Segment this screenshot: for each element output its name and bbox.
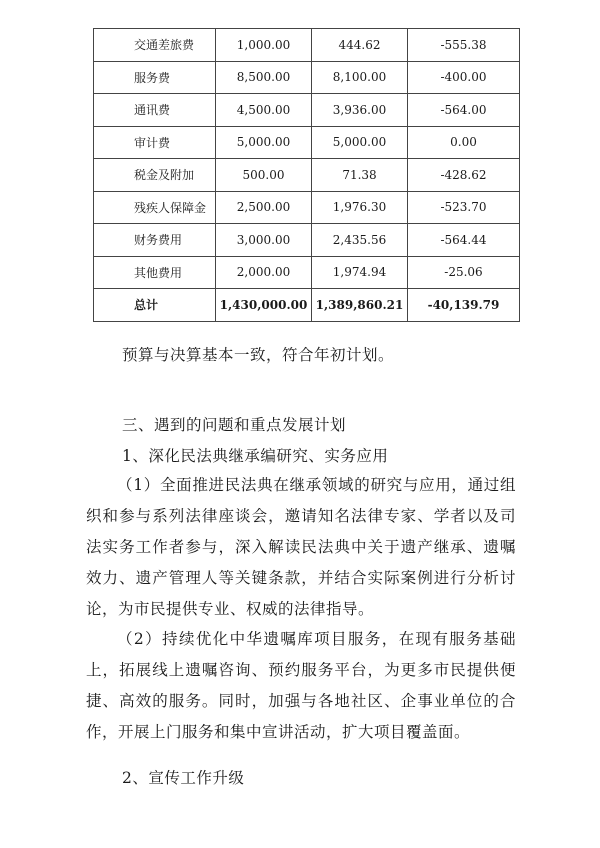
table-row <box>94 224 520 257</box>
actual-amount: 5,000.00 <box>312 126 408 159</box>
expense-name: 审计费 <box>94 126 216 159</box>
paragraph: （1）全面推进民法典在继承领域的研究与应用，通过组织和参与系列法律座谈会，邀请知名法律专家、学者以及司法实务工作者参与，深入解读民法典中关于遗产继承、遗嘱效力、遗产管理人等关键条款，并结合实际案例进行分析讨论，为市民提供专业、权威的法律指导。 <box>86 476 516 618</box>
actual-amount: 3,936.00 <box>312 94 408 127</box>
table-row <box>94 159 520 192</box>
difference-amount: 0.00 <box>408 126 520 159</box>
expense-name: 财务费用 <box>94 224 216 257</box>
section-heading: 三、遇到的问题和重点发展计划 <box>122 416 347 434</box>
actual-amount: 71.38 <box>312 159 408 192</box>
difference-amount: -564.44 <box>408 224 520 257</box>
budget-amount: 8,500.00 <box>216 61 312 94</box>
actual-amount: 444.62 <box>312 29 408 62</box>
budget-table <box>93 28 520 322</box>
expense-name: 残疾人保障金 <box>94 191 216 224</box>
summary-text: 预算与决算基本一致，符合年初计划。 <box>122 346 395 364</box>
budget-amount: 1,000.00 <box>216 29 312 62</box>
paragraph: （2）持续优化中华遗嘱库项目服务，在现有服务基础上，拓展线上遗嘱咨询、预约服务平台，为更多市民提供便捷、高效的服务。同时，加强与各地社区、企事业单位的合作，开展上门服务和集中宣讲活动，扩大项目覆盖面。 <box>86 630 516 741</box>
actual-amount: 2,435.56 <box>312 224 408 257</box>
budget-amount: 3,000.00 <box>216 224 312 257</box>
total-row <box>94 289 520 322</box>
total-difference: -40,139.79 <box>408 289 520 322</box>
actual-amount: 1,976.30 <box>312 191 408 224</box>
expense-name: 交通差旅费 <box>94 29 216 62</box>
expense-name: 服务费 <box>94 61 216 94</box>
actual-amount: 8,100.00 <box>312 61 408 94</box>
expense-name: 通讯费 <box>94 94 216 127</box>
difference-amount: -400.00 <box>408 61 520 94</box>
budget-amount: 5,000.00 <box>216 126 312 159</box>
table-row <box>94 126 520 159</box>
total-label: 总计 <box>94 289 216 322</box>
table-row <box>94 191 520 224</box>
item-heading: 1、深化民法典继承编研究、实务应用 <box>122 447 389 465</box>
table-row <box>94 256 520 289</box>
actual-amount: 1,974.94 <box>312 256 408 289</box>
difference-amount: -25.06 <box>408 256 520 289</box>
difference-amount: -523.70 <box>408 191 520 224</box>
difference-amount: -564.00 <box>408 94 520 127</box>
table-row <box>94 94 520 127</box>
difference-amount: -428.62 <box>408 159 520 192</box>
budget-amount: 2,000.00 <box>216 256 312 289</box>
total-actual: 1,389,860.21 <box>312 289 408 322</box>
expense-name: 税金及附加 <box>94 159 216 192</box>
total-budget: 1,430,000.00 <box>216 289 312 322</box>
budget-amount: 500.00 <box>216 159 312 192</box>
table-row <box>94 29 520 62</box>
table-row <box>94 61 520 94</box>
budget-amount: 2,500.00 <box>216 191 312 224</box>
budget-amount: 4,500.00 <box>216 94 312 127</box>
difference-amount: -555.38 <box>408 29 520 62</box>
item-heading: 2、宣传工作升级 <box>122 769 245 787</box>
expense-name: 其他费用 <box>94 256 216 289</box>
